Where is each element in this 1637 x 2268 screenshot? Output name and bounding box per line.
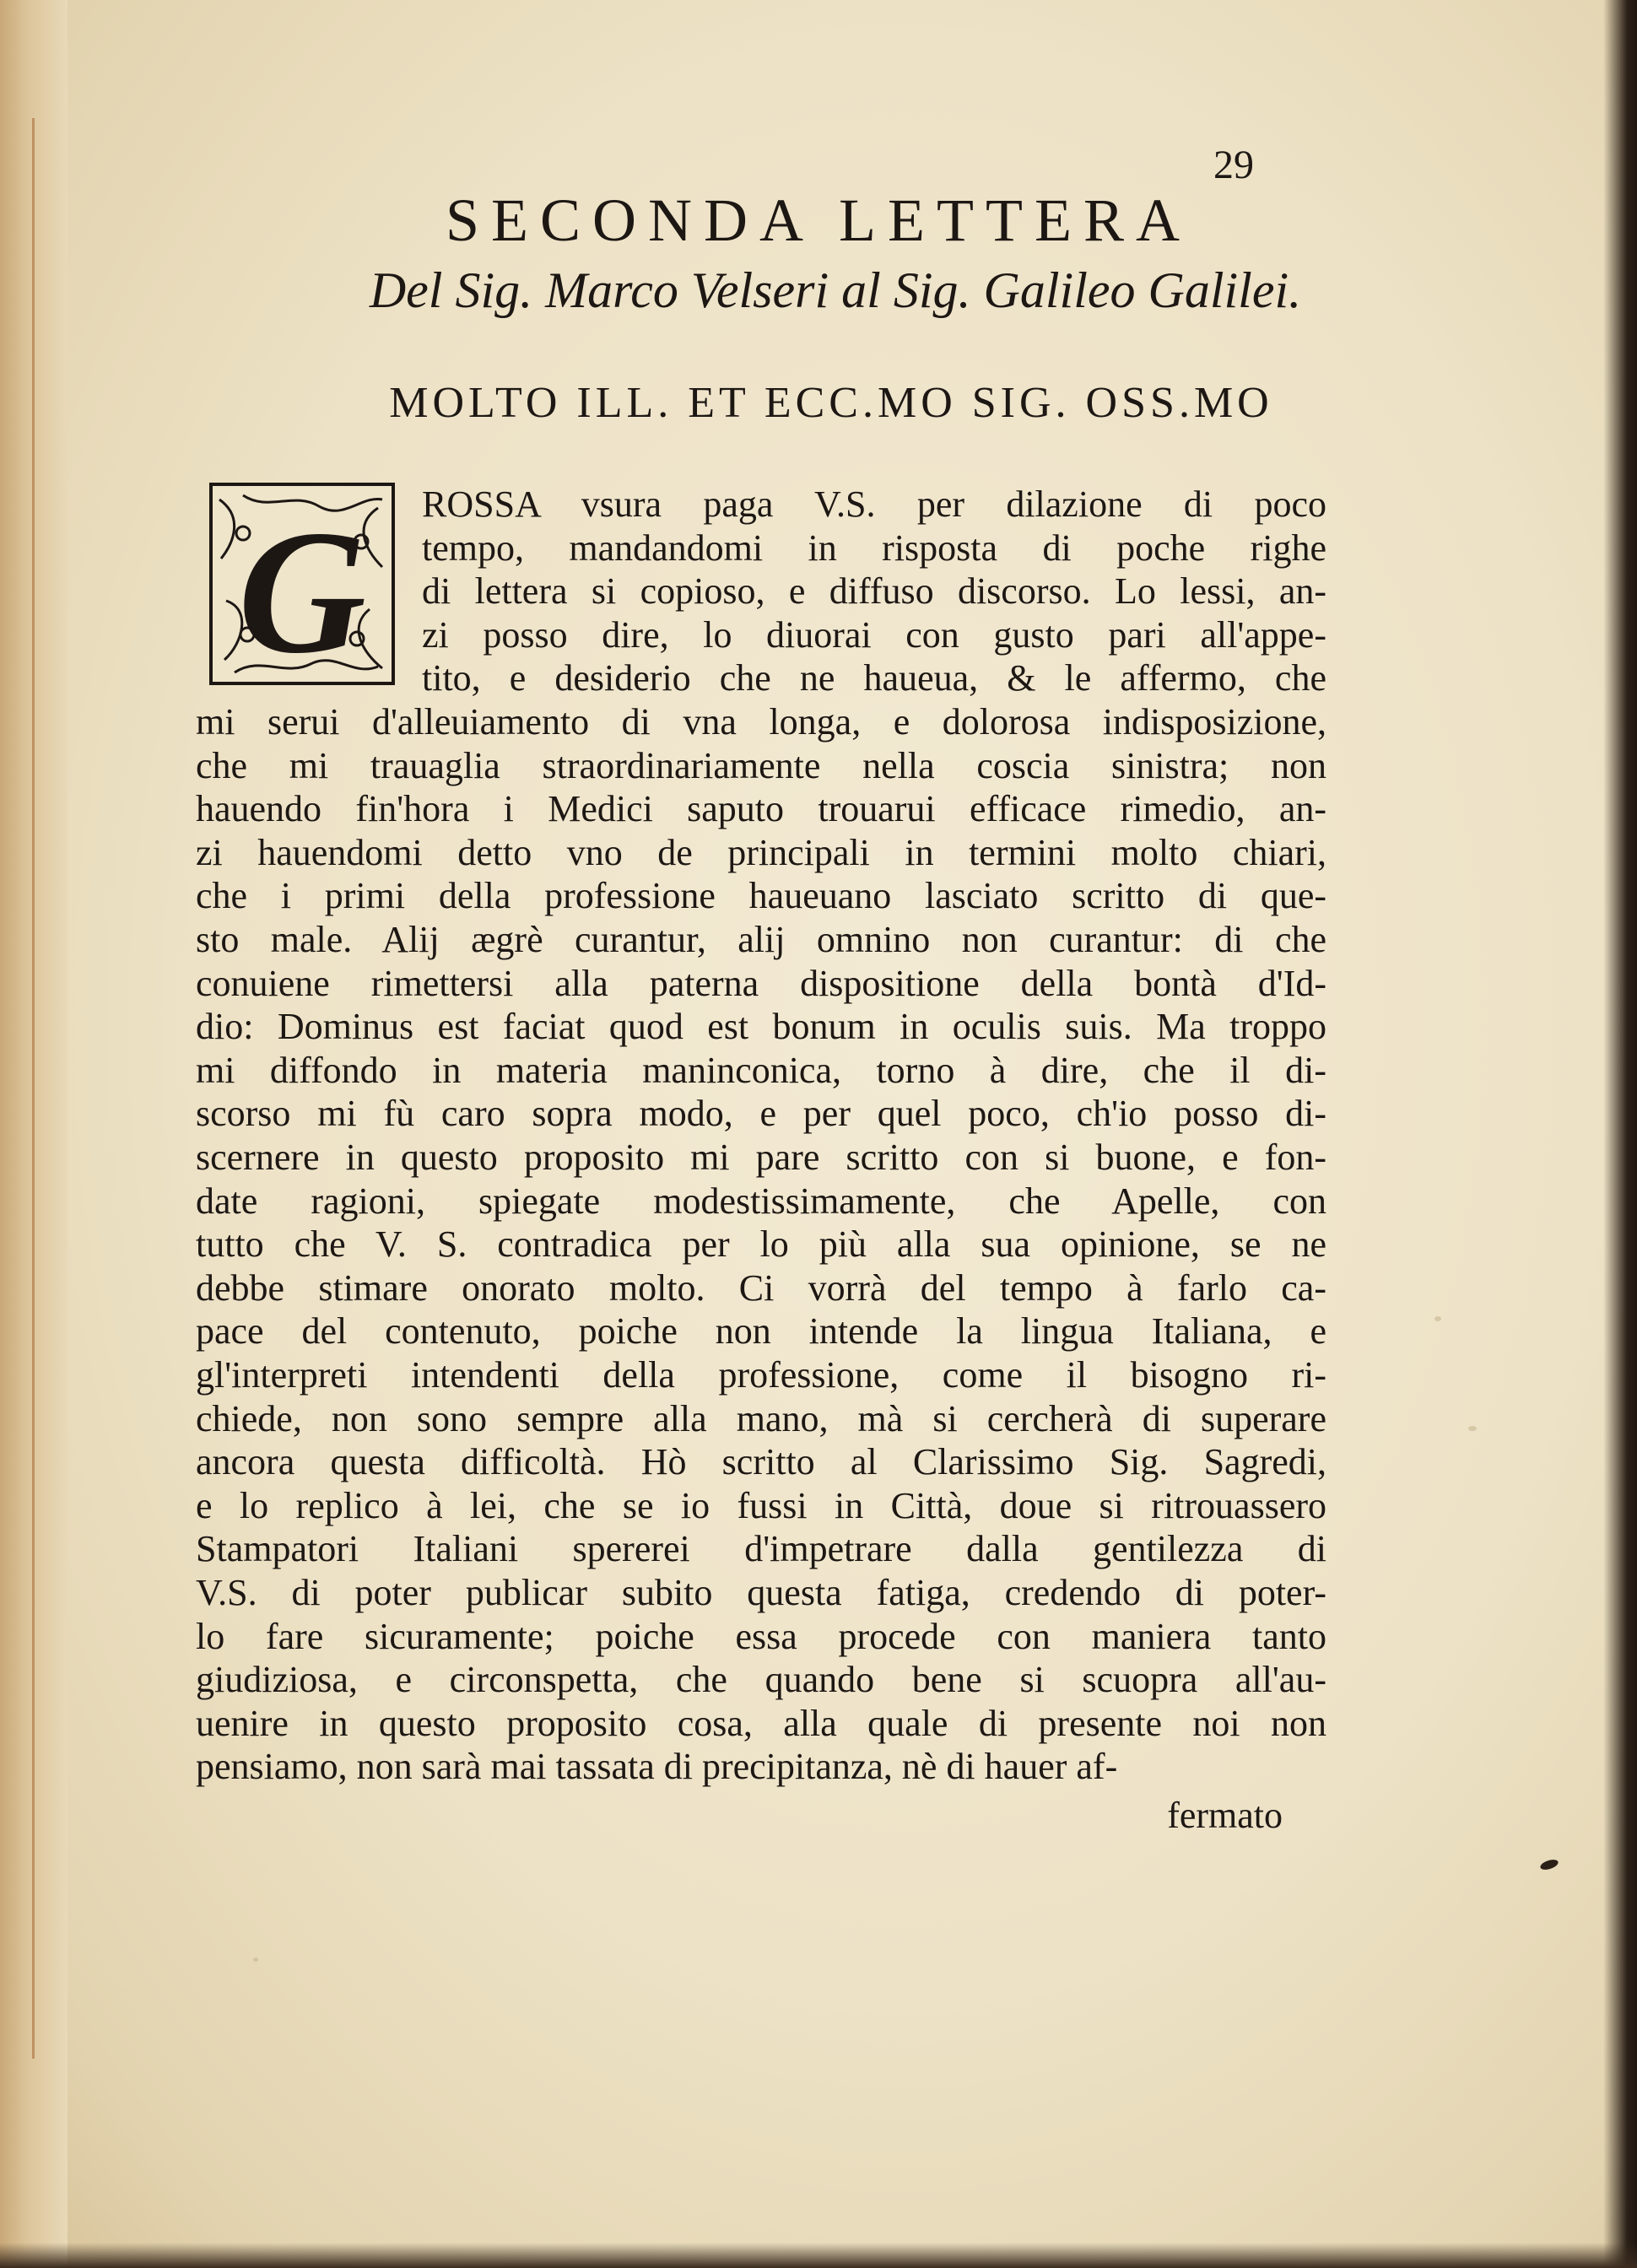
letter-title: SECONDA LETTERA (446, 186, 1191, 254)
body-line: pace del contenuto, poiche non intende la lingua Italiana, e (196, 1310, 1326, 1352)
page-bottom-edge (0, 2243, 1637, 2268)
body-line: che i primi della professione haueuano lasciato scritto di que- (196, 875, 1326, 916)
body-line: di lettera si copioso, e diffuso discorso. Lo lessi, an- (422, 570, 1326, 612)
page-number: 29 (1213, 143, 1254, 187)
body-line: scernere in questo proposito mi pare scritto con si buone, e fon- (196, 1137, 1326, 1178)
letter-subtitle: Del Sig. Marco Velseri al Sig. Galileo Galilei. (369, 262, 1302, 318)
salutation: MOLTO ILL. ET ECC.MO SIG. OSS.MO (389, 379, 1273, 427)
body-line: tempo, mandandomi in risposta di poche righe (422, 527, 1326, 569)
body-line: sto male. Alij ægrè curantur, alij omnino non curantur: di che (196, 919, 1326, 960)
body-line: tito, e desiderio che ne haueua, & le affermo, che (422, 657, 1326, 699)
body-line: ancora questa difficoltà. Hò scritto al Clarissimo Sig. Sagredi, (196, 1441, 1326, 1482)
body-line: tutto che V. S. contradica per lo più alla sua opinione, se ne (196, 1223, 1326, 1265)
body-line: che mi trauaglia straordinariamente nella coscia sinistra; non (196, 745, 1326, 786)
body-line: hauendo fin'hora i Medici saputo trouarui efficace rimedio, an- (196, 788, 1326, 829)
ink-mark (1539, 1858, 1559, 1871)
body-line: scorso mi fù caro sopra modo, e per quel poco, ch'io posso di- (196, 1093, 1326, 1134)
paper-speck (1468, 1426, 1477, 1431)
catchword: fermato (1167, 1795, 1283, 1836)
body-line: conuiene rimettersi alla paterna dispositione della bontà d'Id- (196, 963, 1326, 1004)
body-line: debbe stimare onorato molto. Ci vorrà del tempo à farlo ca- (196, 1267, 1326, 1309)
paper-speck (253, 1958, 258, 1962)
body-line: pensiamo, non sarà mai tassata di precipitanza, nè di hauer af- (196, 1746, 1118, 1787)
body-line: e lo replico à lei, che se io fussi in Città, doue si ritrouassero (196, 1485, 1326, 1526)
body-line: chiede, non sono sempre alla mano, mà si cercherà di superare (196, 1398, 1326, 1439)
body-line: giudiziosa, e circonspetta, che quando bene si scuopra all'au- (196, 1659, 1326, 1700)
body-line: uenire in questo proposito cosa, alla quale di presente noi non (196, 1703, 1326, 1744)
body-line: mi diffondo in materia maninconica, torno à dire, che il di- (196, 1050, 1326, 1091)
body-line: zi hauendomi detto vno de principali in termini molto chiari, (196, 832, 1326, 873)
decorated-drop-cap (209, 483, 395, 685)
body-line: lo fare sicuramente; poiche essa procede con maniera tanto (196, 1616, 1326, 1657)
body-line: date ragioni, spiegate modestissimamente, che Apelle, con (196, 1180, 1326, 1222)
body-line: zi posso dire, lo diuorai con gusto pari all'appe- (422, 614, 1326, 656)
body-line: gl'interpreti intendenti della professione, come il bisogno ri- (196, 1354, 1326, 1396)
body-line: dio: Dominus est faciat quod est bonum in oculis suis. Ma troppo (196, 1006, 1326, 1047)
paper-speck (1434, 1316, 1441, 1321)
drop-cap-letter: G (238, 494, 366, 685)
body-line: V.S. di poter publicar subito questa fatiga, credendo di poter- (196, 1572, 1326, 1613)
body-line: mi serui d'alleuiamento di vna longa, e dolorosa indisposizione, (196, 701, 1326, 742)
body-line: Stampatori Italiani spererei d'impetrare dalla gentilezza di (196, 1528, 1326, 1569)
page-right-edge (1603, 0, 1637, 2268)
body-line: ROSSA vsura paga V.S. per dilazione di poco (422, 483, 1326, 525)
